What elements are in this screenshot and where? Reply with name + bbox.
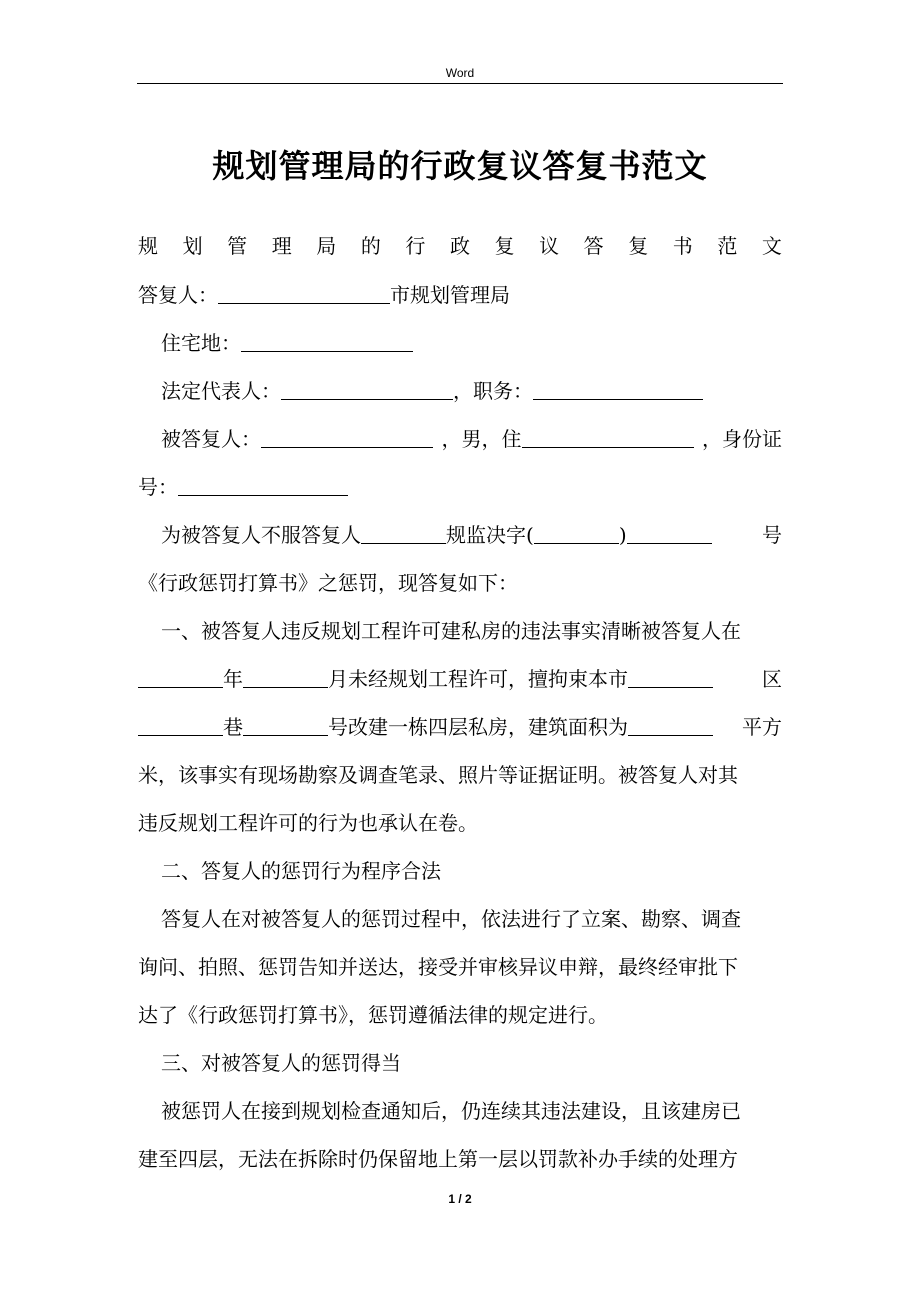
reason-text-d: 号 (762, 523, 782, 547)
subtitle-char: 行 (405, 234, 426, 258)
legal-rep-label: 法定代表人： (161, 379, 281, 403)
subtitle-line (138, 229, 782, 263)
respondent-value: 市规划管理局 (390, 283, 510, 307)
address-label: 住宅地： (161, 331, 241, 355)
year-blank (138, 665, 223, 688)
subtitle-char: 管 (227, 234, 248, 258)
applicant-id-label: ，身份证 (702, 427, 782, 451)
subtitle-char: 政 (449, 234, 470, 258)
section1-line-4: 米，该事实有现场勘察及调查笔录、照片等证据证明。被答复人对其 (138, 763, 738, 787)
section1-line-1: 一、被答复人违反规划工程许可建私房的违法事实清晰被答复人在 (161, 619, 741, 643)
section2-heading: 二、答复人的惩罚行为程序合法 (161, 859, 441, 883)
house-number-text: 号改建一栋四层私房，建筑面积为 (328, 715, 628, 739)
id-number-blank (178, 473, 348, 496)
respondent-label: 答复人： (138, 283, 218, 307)
subtitle-char: 理 (271, 234, 292, 258)
subtitle-char: 书 (672, 234, 693, 258)
month-text: 月未经规划工程许可，擅拘束本市 (328, 667, 628, 691)
address-line (138, 326, 782, 360)
subtitle-char: 复 (494, 234, 515, 258)
id-number-label: 号： (138, 475, 178, 499)
house-number-blank (243, 713, 328, 736)
year-label: 年 (223, 667, 243, 691)
lane-blank (138, 713, 223, 736)
reason-line-2: 《行政惩罚打算书》之惩罚，现答复如下： (138, 571, 518, 595)
subtitle-char: 划 (182, 234, 203, 258)
month-blank (243, 665, 328, 688)
legal-rep-line (138, 374, 782, 408)
page-indicator: 1 / 2 (448, 1192, 472, 1206)
section2-line-1: 答复人在对被答复人的惩罚过程中，依法进行了立案、勘察、调查 (161, 907, 741, 931)
position-blank (533, 377, 703, 400)
section1-line-2 (138, 662, 782, 696)
header-label: Word (445, 66, 475, 80)
reason-blank-1 (361, 521, 446, 544)
section2-line-2: 询问、拍照、惩罚告知并送达，接受并审核异议申辩，最终经审批下 (138, 955, 738, 979)
id-number-line (138, 470, 782, 504)
section3-heading: 三、对被答复人的惩罚得当 (161, 1051, 401, 1075)
header-rule (137, 83, 783, 84)
subtitle-char: 范 (717, 234, 738, 258)
applicant-blank (261, 425, 433, 448)
subtitle-char: 议 (539, 234, 560, 258)
subtitle-char: 的 (360, 234, 381, 258)
legal-rep-blank (281, 377, 453, 400)
reason-blank-2 (534, 521, 619, 544)
area-blank (628, 713, 713, 736)
reason-text-c: ) (618, 523, 627, 547)
district-label: 区 (762, 667, 782, 691)
section1-line-3 (138, 710, 782, 744)
district-blank (628, 665, 713, 688)
reason-text-b: 规监决字( (446, 523, 534, 547)
applicant-gender: ，男，住 (441, 427, 522, 451)
position-label: ，职务： (453, 379, 533, 403)
address-blank (241, 329, 413, 352)
applicant-address-blank (522, 425, 694, 448)
reason-blank-3 (627, 521, 712, 544)
sqm-label: 平方 (742, 715, 782, 739)
subtitle-char: 复 (628, 234, 649, 258)
subtitle-char: 文 (761, 234, 782, 258)
document-title: 规划管理局的行政复议答复书范文 (212, 147, 708, 185)
respondent-line (138, 278, 782, 312)
section3-line-1: 被惩罚人在接到规划检查通知后，仍连续其违法建设，且该建房已 (161, 1099, 741, 1123)
applicant-label: 被答复人： (161, 427, 261, 451)
section2-line-3: 达了《行政惩罚打算书》，惩罚遵循法律的规定进行。 (138, 1003, 608, 1027)
lane-label: 巷 (223, 715, 243, 739)
subtitle-char: 规 (138, 234, 158, 258)
reason-text-a: 为被答复人不服答复人 (161, 523, 361, 547)
reason-line-1 (138, 518, 782, 552)
section3-line-2: 建至四层，无法在拆除时仍保留地上第一层以罚款补办手续的处理方 (138, 1147, 738, 1171)
section1-line-5: 违反规划工程许可的行为也承认在卷。 (138, 811, 478, 835)
subtitle-char: 答 (583, 234, 604, 258)
subtitle-char: 局 (316, 234, 337, 258)
applicant-line (138, 422, 782, 456)
respondent-blank (218, 281, 390, 304)
